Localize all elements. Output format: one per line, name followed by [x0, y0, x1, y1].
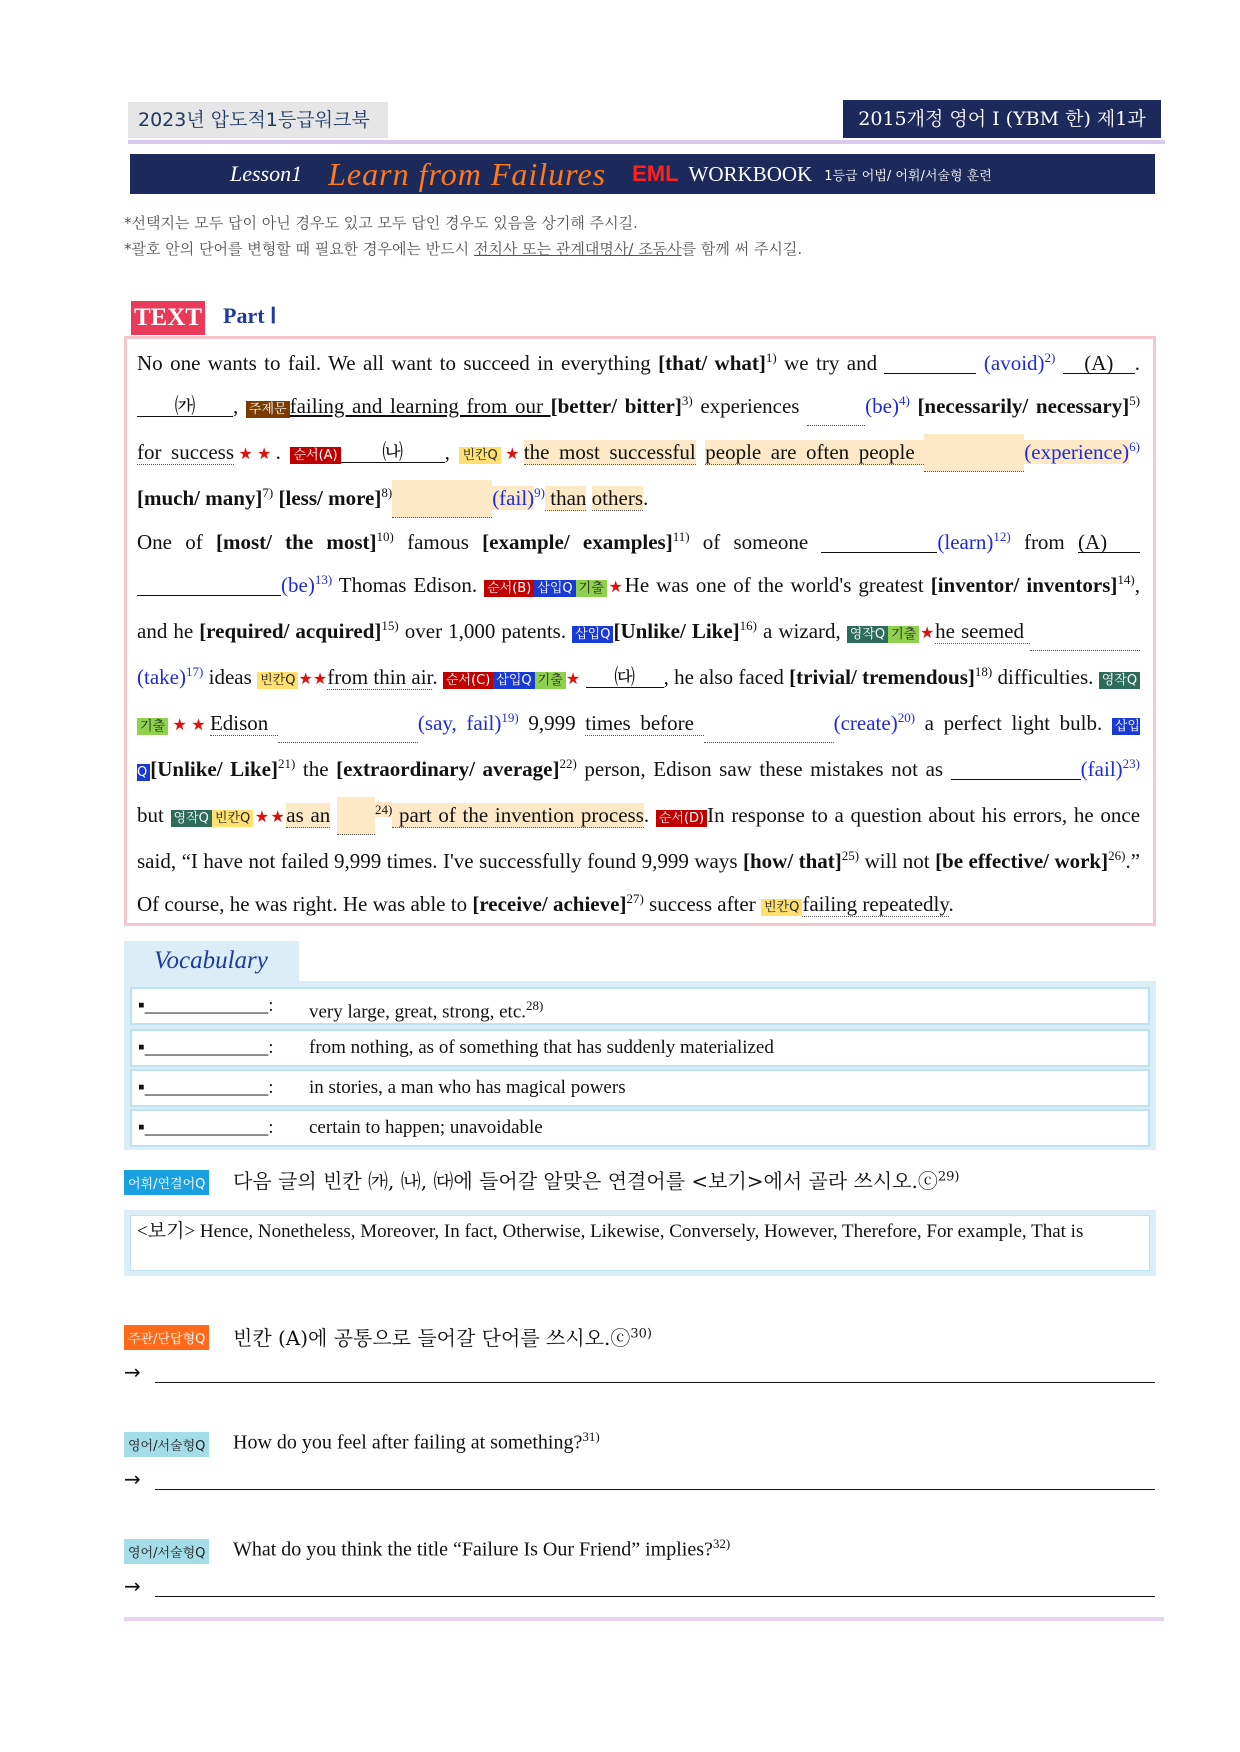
- blank-da[interactable]: ㈐: [586, 667, 664, 688]
- arrow-icon: →: [124, 1467, 141, 1491]
- vocab-blank[interactable]: ▪_____________:: [138, 995, 274, 1016]
- choice-8[interactable]: [less/ more]: [278, 486, 382, 510]
- insert-q-tag: 삽입Q: [534, 580, 575, 597]
- banner-subtitle: 1등급 어법/ 어휘/서술형 훈련: [824, 168, 992, 184]
- vocab-row[interactable]: [130, 1069, 1150, 1107]
- question-32: What do you think the title “Failure Is Our Friend” implies?$^{32)}$: [233, 1536, 731, 1561]
- vocab-definition: certain to happen; unavoidable: [309, 1117, 543, 1138]
- gichul-tag: 기출: [576, 580, 607, 597]
- workbook-title: 2023년 압도적1등급워크북: [128, 102, 388, 138]
- choice-3[interactable]: [better/ bitter]: [550, 394, 682, 418]
- write-q-tag: 영작Q: [847, 626, 888, 643]
- question-30: 빈칸 (A)에 공통으로 들어갈 단어를 쓰시오.ⓒ$^{30)}$: [233, 1326, 652, 1350]
- choice-25[interactable]: [how/ that]: [742, 849, 842, 873]
- choice-5[interactable]: [necessarily/ necessary]: [917, 394, 1130, 418]
- insert-q-tag-2: 삽입Q: [572, 626, 613, 643]
- choice-16[interactable]: [Unlike/ Like]: [613, 619, 740, 643]
- connector-question: 다음 글의 빈칸 ㈎, ㈏, ㈐에 들어갈 알맞은 연결어를 <보기>에서 골라 쓰시오.ⓒ$^{29)}$: [233, 1169, 960, 1193]
- topic-tag: 주제문: [246, 401, 290, 418]
- part-label: Part Ⅰ: [223, 303, 277, 328]
- lesson-number: Lesson1: [230, 161, 303, 186]
- choice-15[interactable]: [required/ acquired]: [199, 619, 382, 643]
- course-title: 2015개정 영어 I (YBM 한) 제1과: [843, 100, 1161, 138]
- blank-q-tag: 빈칸Q: [459, 447, 500, 464]
- blank-na[interactable]: ㈏: [341, 442, 445, 463]
- vocab-row[interactable]: [130, 1029, 1150, 1067]
- vocab-definition: in stories, a man who has magical powers: [309, 1077, 626, 1098]
- paragraph-2: One of [most/ the most]$^{10)}$ famous [example/ examples]$^{11)}$ of someone (learn)$^{12)}$ from (A) (be)$^{13)}$ Thomas Edison. 순서(B) 삽입Q 기출 ★He was one of the world's greatest [inventor/ inventors]$^{14)}$, and he [required/ acquired]$^{15)}$ over 1,000 patents. 삽입Q [Unlike/ Like]$^{16)}$ a wizard, 영작Q 기출 ★he seemed (take)$^{17)}$ ideas 빈칸Q ★★from thin air. 순서(C) 삽입Q 기출 ★ ㈐ , he also faced [trivial/ tremendous]$^{18)}$ difficulties. 영작Q기출 ★★Edison (say, fail)$^{19)}$ 9,999 times before (create)$^{20)}$ a perfect light bulb. 삽입Q [Unlike/ Like]$^{21)}$ the [extraordinary/ average]$^{22)}$ person, Edison saw these mistakes not as (fail)$^{23)}$ but 영작Q 빈칸Q ★★as an $^{24)}$ part of the invention process. 순서(D) In response to a question about his errors, he once said, “I have not failed 9,999 times. I've successfully found 9,999 ways [how/ that]$^{25)}$ will not [be effective/ work]$^{26)}$.” Of course, he was right. He was able to [receive/ achieve]$^{27)}$ success after 빈칸Q failing repeatedly.: [137, 529, 1141, 916]
- choice-18[interactable]: [trivial/ tremendous]: [789, 665, 975, 689]
- eml-logo: EML: [632, 161, 679, 186]
- essay-tag: 영어/서술형Q: [124, 1432, 209, 1457]
- choice-7[interactable]: [much/ many]: [137, 486, 263, 510]
- answer-line[interactable]: [155, 1382, 1155, 1383]
- blank-ga[interactable]: ㈎: [137, 396, 233, 417]
- workbook-label: WORKBOOK: [688, 161, 813, 186]
- vocab-row[interactable]: [130, 1109, 1150, 1147]
- short-answer-tag: 주관/단답형Q: [124, 1325, 209, 1350]
- text-section-tag: TEXT: [131, 301, 205, 335]
- lesson-title: Learn from Failures: [328, 155, 607, 192]
- choice-14[interactable]: [inventor/ inventors]: [930, 573, 1118, 597]
- lesson-banner: [130, 154, 1155, 194]
- instructions: [124, 210, 802, 262]
- connector-q-tag: 어휘/연결어Q: [124, 1170, 209, 1195]
- choice-26[interactable]: [be: [935, 849, 964, 873]
- answer-line[interactable]: [155, 1489, 1155, 1490]
- choice-1[interactable]: [that/ what]: [658, 351, 766, 375]
- choice-11[interactable]: [example/ examples]: [482, 530, 673, 554]
- arrow-icon: →: [124, 1360, 141, 1384]
- passage: [137, 339, 1140, 926]
- choice-22[interactable]: [extraordinary/: [336, 757, 475, 781]
- note-1: *선택지는 모두 답이 아닌 경우도 있고 모두 답인 경우도 있음을 상기해 주시길.: [124, 214, 638, 232]
- blank-A-2[interactable]: (A): [1078, 532, 1140, 553]
- vocab-blank[interactable]: ▪_____________:: [138, 1117, 274, 1138]
- vocab-definition: very large, great, strong, etc.$^{28)}$: [309, 998, 544, 1023]
- vocab-blank[interactable]: ▪_____________:: [138, 1037, 274, 1058]
- order-tag-c: 순서(C): [443, 672, 493, 689]
- vocab-row[interactable]: [130, 987, 1150, 1025]
- essay-tag: 영어/서술형Q: [124, 1539, 209, 1564]
- footer-divider: [124, 1617, 1164, 1621]
- choice-27[interactable]: [receive/ achieve]: [472, 892, 627, 916]
- blank-23[interactable]: [951, 759, 1081, 780]
- choice-10[interactable]: [most/ the most]: [215, 530, 377, 554]
- vocab-definition: from nothing, as of something that has suddenly materialized: [309, 1037, 774, 1058]
- blank-13[interactable]: [137, 575, 281, 596]
- header-divider: [128, 140, 1165, 144]
- order-tag-b: 순서(B): [484, 580, 534, 597]
- choice-21[interactable]: [Unlike/ Like]: [150, 757, 278, 781]
- vocab-blank[interactable]: ▪_____________:: [138, 1077, 274, 1098]
- answer-line[interactable]: [155, 1596, 1155, 1597]
- note-2: *괄호 안의 단어를 변형할 때 필요한 경우에는 반드시 전치사 또는 관계대명사/ 조동사를 함께 써 주시길.: [124, 240, 803, 258]
- blank-A-1[interactable]: (A): [1063, 353, 1135, 374]
- blank-2[interactable]: [884, 353, 976, 374]
- bogi-choices: <보기> Hence, Nonetheless, Moreover, In fact, Otherwise, Likewise, Conversely, However, Therefore, For example, That is: [130, 1215, 1150, 1271]
- blank-12[interactable]: [821, 532, 937, 553]
- question-31: How do you feel after failing at something?$^{31)}$: [233, 1429, 600, 1454]
- paragraph-1: No one wants to fail. We all want to succeed in everything [that/ what]$^{1)}$ we try and (avoid)$^{2)}$ (A) . ㈎ , 주제문 failing and learning from our [better/ bitter]$^{3)}$ experiences (be)$^{4)}$ [necessarily/ necessary]$^{5)}$ for success★★. 순서(A) ㈏ , 빈칸Q ★the most successful people are often people (experience)$^{6)}$ [much/ many]$^{7)}$ [less/ more]$^{8)}$ (fail)$^{9)}$ than others.: [137, 339, 1140, 518]
- arrow-icon: →: [124, 1574, 141, 1598]
- order-tag-a: 순서(A): [290, 447, 340, 464]
- vocabulary-title: Vocabulary: [124, 941, 299, 981]
- order-tag-d: 순서(D): [656, 810, 707, 827]
